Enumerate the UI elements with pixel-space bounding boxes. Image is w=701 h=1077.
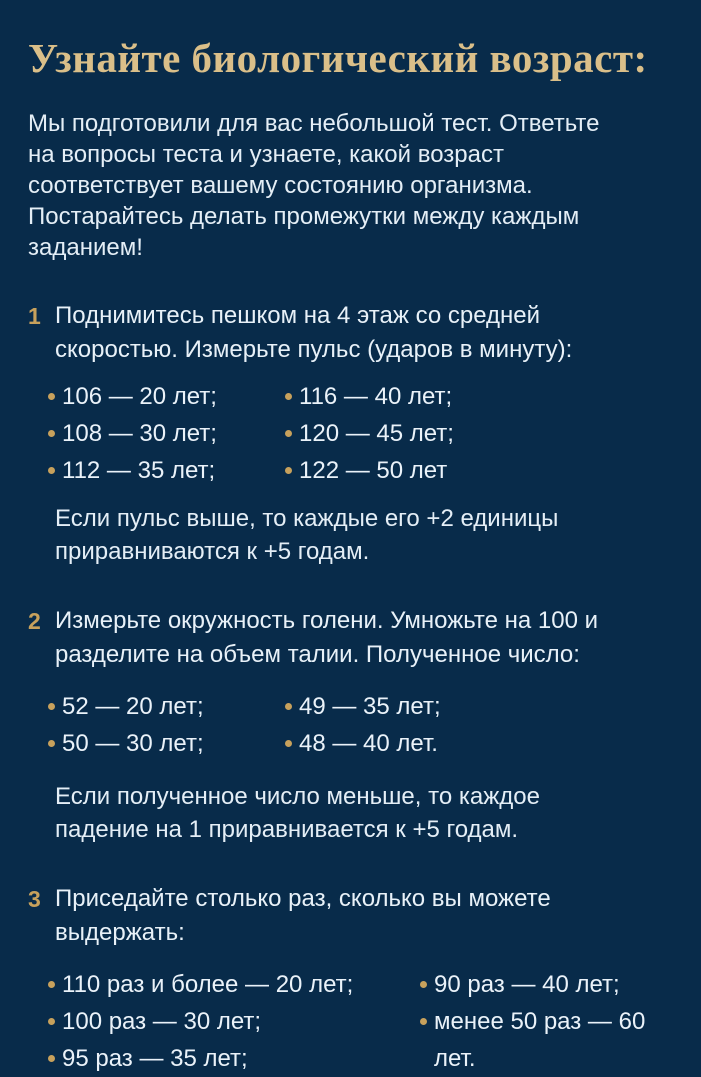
section-header <box>28 882 673 950</box>
list-item-text: 110 раз и более — 20 лет; <box>62 971 354 998</box>
bullet-list <box>28 688 673 762</box>
bullet-icon <box>48 1018 55 1025</box>
bullet-icon <box>48 703 55 710</box>
section-note: Если полученное число меньше, то каждое падение на 1 приравнивается к +5 годам. <box>55 783 540 843</box>
section-header <box>28 299 673 367</box>
section-text: Поднимитесь пешком на 4 этаж со средней скоростью. Измерьте пульс (ударов в минуту): <box>55 302 573 363</box>
bullet-list <box>28 378 673 489</box>
list-item <box>48 1003 420 1040</box>
page-title: Узнайте биологический возраст: <box>28 35 648 81</box>
list-item <box>285 688 673 725</box>
bullet-column-1 <box>48 688 285 762</box>
bullet-icon <box>48 1055 55 1062</box>
bullet-icon <box>48 430 55 437</box>
list-item-text: 122 — 50 лет <box>299 457 448 484</box>
list-item-text: 100 раз — 30 лет; <box>62 1008 262 1035</box>
list-item-text: 108 — 30 лет; <box>62 420 217 447</box>
bullet-icon <box>48 981 55 988</box>
bullet-column-2 <box>285 688 673 762</box>
section-number: 1 <box>28 303 41 329</box>
bullet-icon <box>48 740 55 747</box>
list-item-text: 112 — 35 лет; <box>62 457 216 484</box>
section-calf-waist-test <box>28 604 673 846</box>
list-item <box>48 688 285 725</box>
bullet-icon <box>285 740 292 747</box>
list-item <box>285 725 673 762</box>
bullet-icon <box>285 703 292 710</box>
intro-paragraph: Мы подготовили для вас небольшой тест. Ответьте на вопросы теста и узнаете, какой возраст соответствует вашему состоянию организма. Постарайтесь делать промежутки между каждым заданием! <box>28 110 600 261</box>
section-text: Измерьте окружность голени. Умножьте на 100 и разделите на объем талии. Полученное число: <box>55 607 599 668</box>
list-item <box>48 415 285 452</box>
list-item <box>48 378 285 415</box>
list-item-text: 49 — 35 лет; <box>299 693 441 720</box>
section-text: Приседайте столько раз, сколько вы можете выдержать: <box>55 885 551 946</box>
bullet-column-1 <box>48 378 285 489</box>
list-item-text: 48 — 40 лет. <box>299 730 438 757</box>
list-item <box>48 452 285 489</box>
list-item <box>285 378 673 415</box>
bullet-list <box>28 966 673 1077</box>
list-item-text: менее 50 раз — 60 лет. <box>434 1008 646 1072</box>
bullet-icon <box>48 393 55 400</box>
section-header <box>28 604 673 672</box>
list-item <box>48 966 420 1003</box>
bullet-column-1 <box>48 966 420 1077</box>
list-item-text: 52 — 20 лет; <box>62 693 204 720</box>
bullet-icon <box>48 467 55 474</box>
list-item <box>285 415 673 452</box>
section-number: 3 <box>28 886 41 912</box>
bullet-icon <box>285 393 292 400</box>
list-item <box>420 1003 650 1077</box>
section-pulse-test <box>28 299 673 568</box>
section-number: 2 <box>28 608 41 634</box>
bullet-column-2 <box>420 966 673 1077</box>
bullet-icon <box>285 467 292 474</box>
section-squats-test <box>28 882 673 1077</box>
list-item-text: 120 — 45 лет; <box>299 420 454 447</box>
list-item-text: 95 раз — 35 лет; <box>62 1045 248 1072</box>
bullet-icon <box>420 1018 427 1025</box>
list-item-text: 106 — 20 лет; <box>62 383 217 410</box>
list-item-text: 116 — 40 лет; <box>299 383 453 410</box>
list-item <box>48 725 285 762</box>
bullet-icon <box>285 430 292 437</box>
list-item-text: 90 раз — 40 лет; <box>434 971 620 998</box>
list-item-text: 50 — 30 лет; <box>62 730 204 757</box>
bullet-icon <box>420 981 427 988</box>
section-note: Если пульс выше, то каждые его +2 единицы приравниваются к +5 годам. <box>55 505 559 565</box>
bullet-column-2 <box>285 378 673 489</box>
list-item <box>285 452 673 489</box>
list-item <box>420 966 673 1003</box>
